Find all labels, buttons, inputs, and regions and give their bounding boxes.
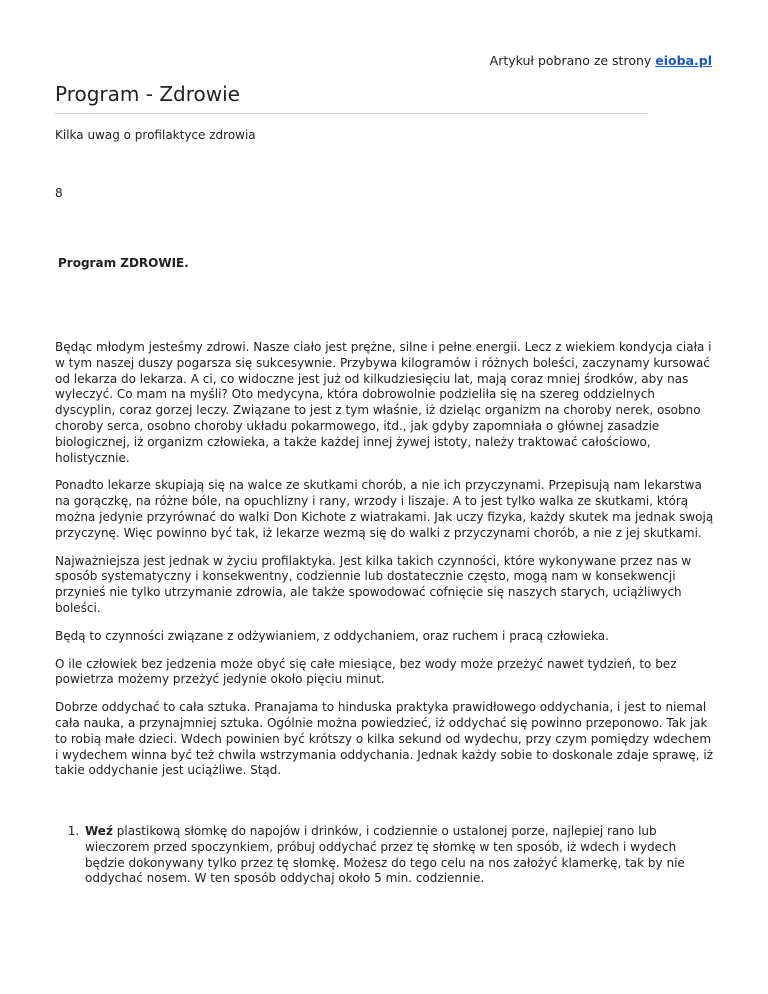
step-text: plastikową słomkę do napojów i drinków, i codziennie o ustalonej porze, najlepiej rano lub wieczorem przed spoczynkiem, próbuj oddychać przez tę słomkę w ten sposób, iż wdech i wydech będzie dokonywany tylko przez tę słomkę. Możesz do tego celu na nos założyć klamerkę, tak by nie oddychać nosem. W ten sposób oddychaj około 5 min. codziennie.	[85, 824, 685, 886]
source-link[interactable]: eioba.pl	[655, 53, 712, 68]
source-prefix: Artykuł pobrano ze strony	[489, 53, 652, 68]
list-item	[83, 824, 715, 887]
program-heading: Program ZDROWIE.	[58, 256, 189, 270]
source-attribution	[490, 53, 712, 68]
article-number: 8	[55, 186, 63, 200]
steps-list	[55, 824, 715, 887]
paragraph: Będąc młodym jesteśmy zdrowi. Nasze ciało jest prężne, silne i pełne energii. Lecz z wiekiem kondycja ciała i w tym naszej duszy pogarsza się sukcesywnie. Przybywa kilogramów i różnych boleści, zaczynamy kursować od lekarza do lekarza. A ci, co widoczne jest już od kilkudziesięciu lat, mają coraz mniej środków, aby nas wyleczyć. Co mam na myśli? Oto medycyna, która dobrowolnie podzieliła się na szereg oddzielnych dyscyplin, coraz gorzej leczy. Związane to jest z tym właśnie, iż dzieląc organizm na choroby nerek, osobno choroby serca, osobno choroby układu pokarmowego, itd., jak gdyby zapomniała o głównej zasadzie biologicznej, iż organizm człowieka, a także każdej innej żywej istoty, należy traktować całościowo, holistycznie.	[55, 340, 712, 465]
paragraph: Ponadto lekarze skupiają się na walce ze skutkami chorób, a nie ich przyczynami. Przepisują nam lekarstwa na gorączkę, na różne bóle, na opuchlizny i rany, wrzody i liszaje. A to jest tylko walka ze skutkami, którą można jedynie przyrównać do walki Don Kichote z wiatrakami. Jak uczy fizyka, każdy skutek ma jednak swoją przyczynę. Więc powinno być tak, iż lekarze wezmą się do walki z przyczynami chorób, a nie z jej skutkami.	[55, 478, 714, 540]
title-divider	[55, 113, 647, 114]
paragraph: Będą to czynności związane z odżywianiem, z oddychaniem, oraz ruchem i pracą człowieka.	[55, 628, 609, 643]
step-lead: Weź	[85, 824, 113, 838]
page-title: Program - Zdrowie	[55, 82, 240, 106]
article-subtitle: Kilka uwag o profilaktyce zdrowia	[55, 128, 256, 142]
article-body	[55, 340, 715, 791]
paragraph: Najważniejsza jest jednak w życiu profilaktyka. Jest kilka takich czynności, które wykonywane przez nas w sposób systematyczny i konsekwentny, codziennie lub dostatecznie często, mogą nam w konsekwencji przynieś nie tylko utrzymanie zdrowia, ale także spowodować cofnięcie się naszych starych, uciążliwych boleści.	[55, 553, 692, 615]
paragraph: O ile człowiek bez jedzenia może obyć się całe miesiące, bez wody może przeżyć nawet tydzień, to bez powietrza możemy przeżyć jedynie około pięciu minut.	[55, 656, 677, 687]
paragraph: Dobrze oddychać to cała sztuka. Pranajama to hinduska praktyka prawidłowego oddychania, i jest to niemal cała nauka, a przynajmniej sztuka. Ogólnie można powiedzieć, iż oddychać się powinno przeponowo. Tak jak to robią małe dzieci. Wdech powinien być krótszy o kilka sekund od wydechu, przy czym pomiędzy wdechem i wydechem winna być też chwila wstrzymania oddychania. Jednak każdy sobie to doskonale zdaje sprawę, iż takie oddychanie jest uciążliwe. Stąd.	[55, 700, 714, 778]
